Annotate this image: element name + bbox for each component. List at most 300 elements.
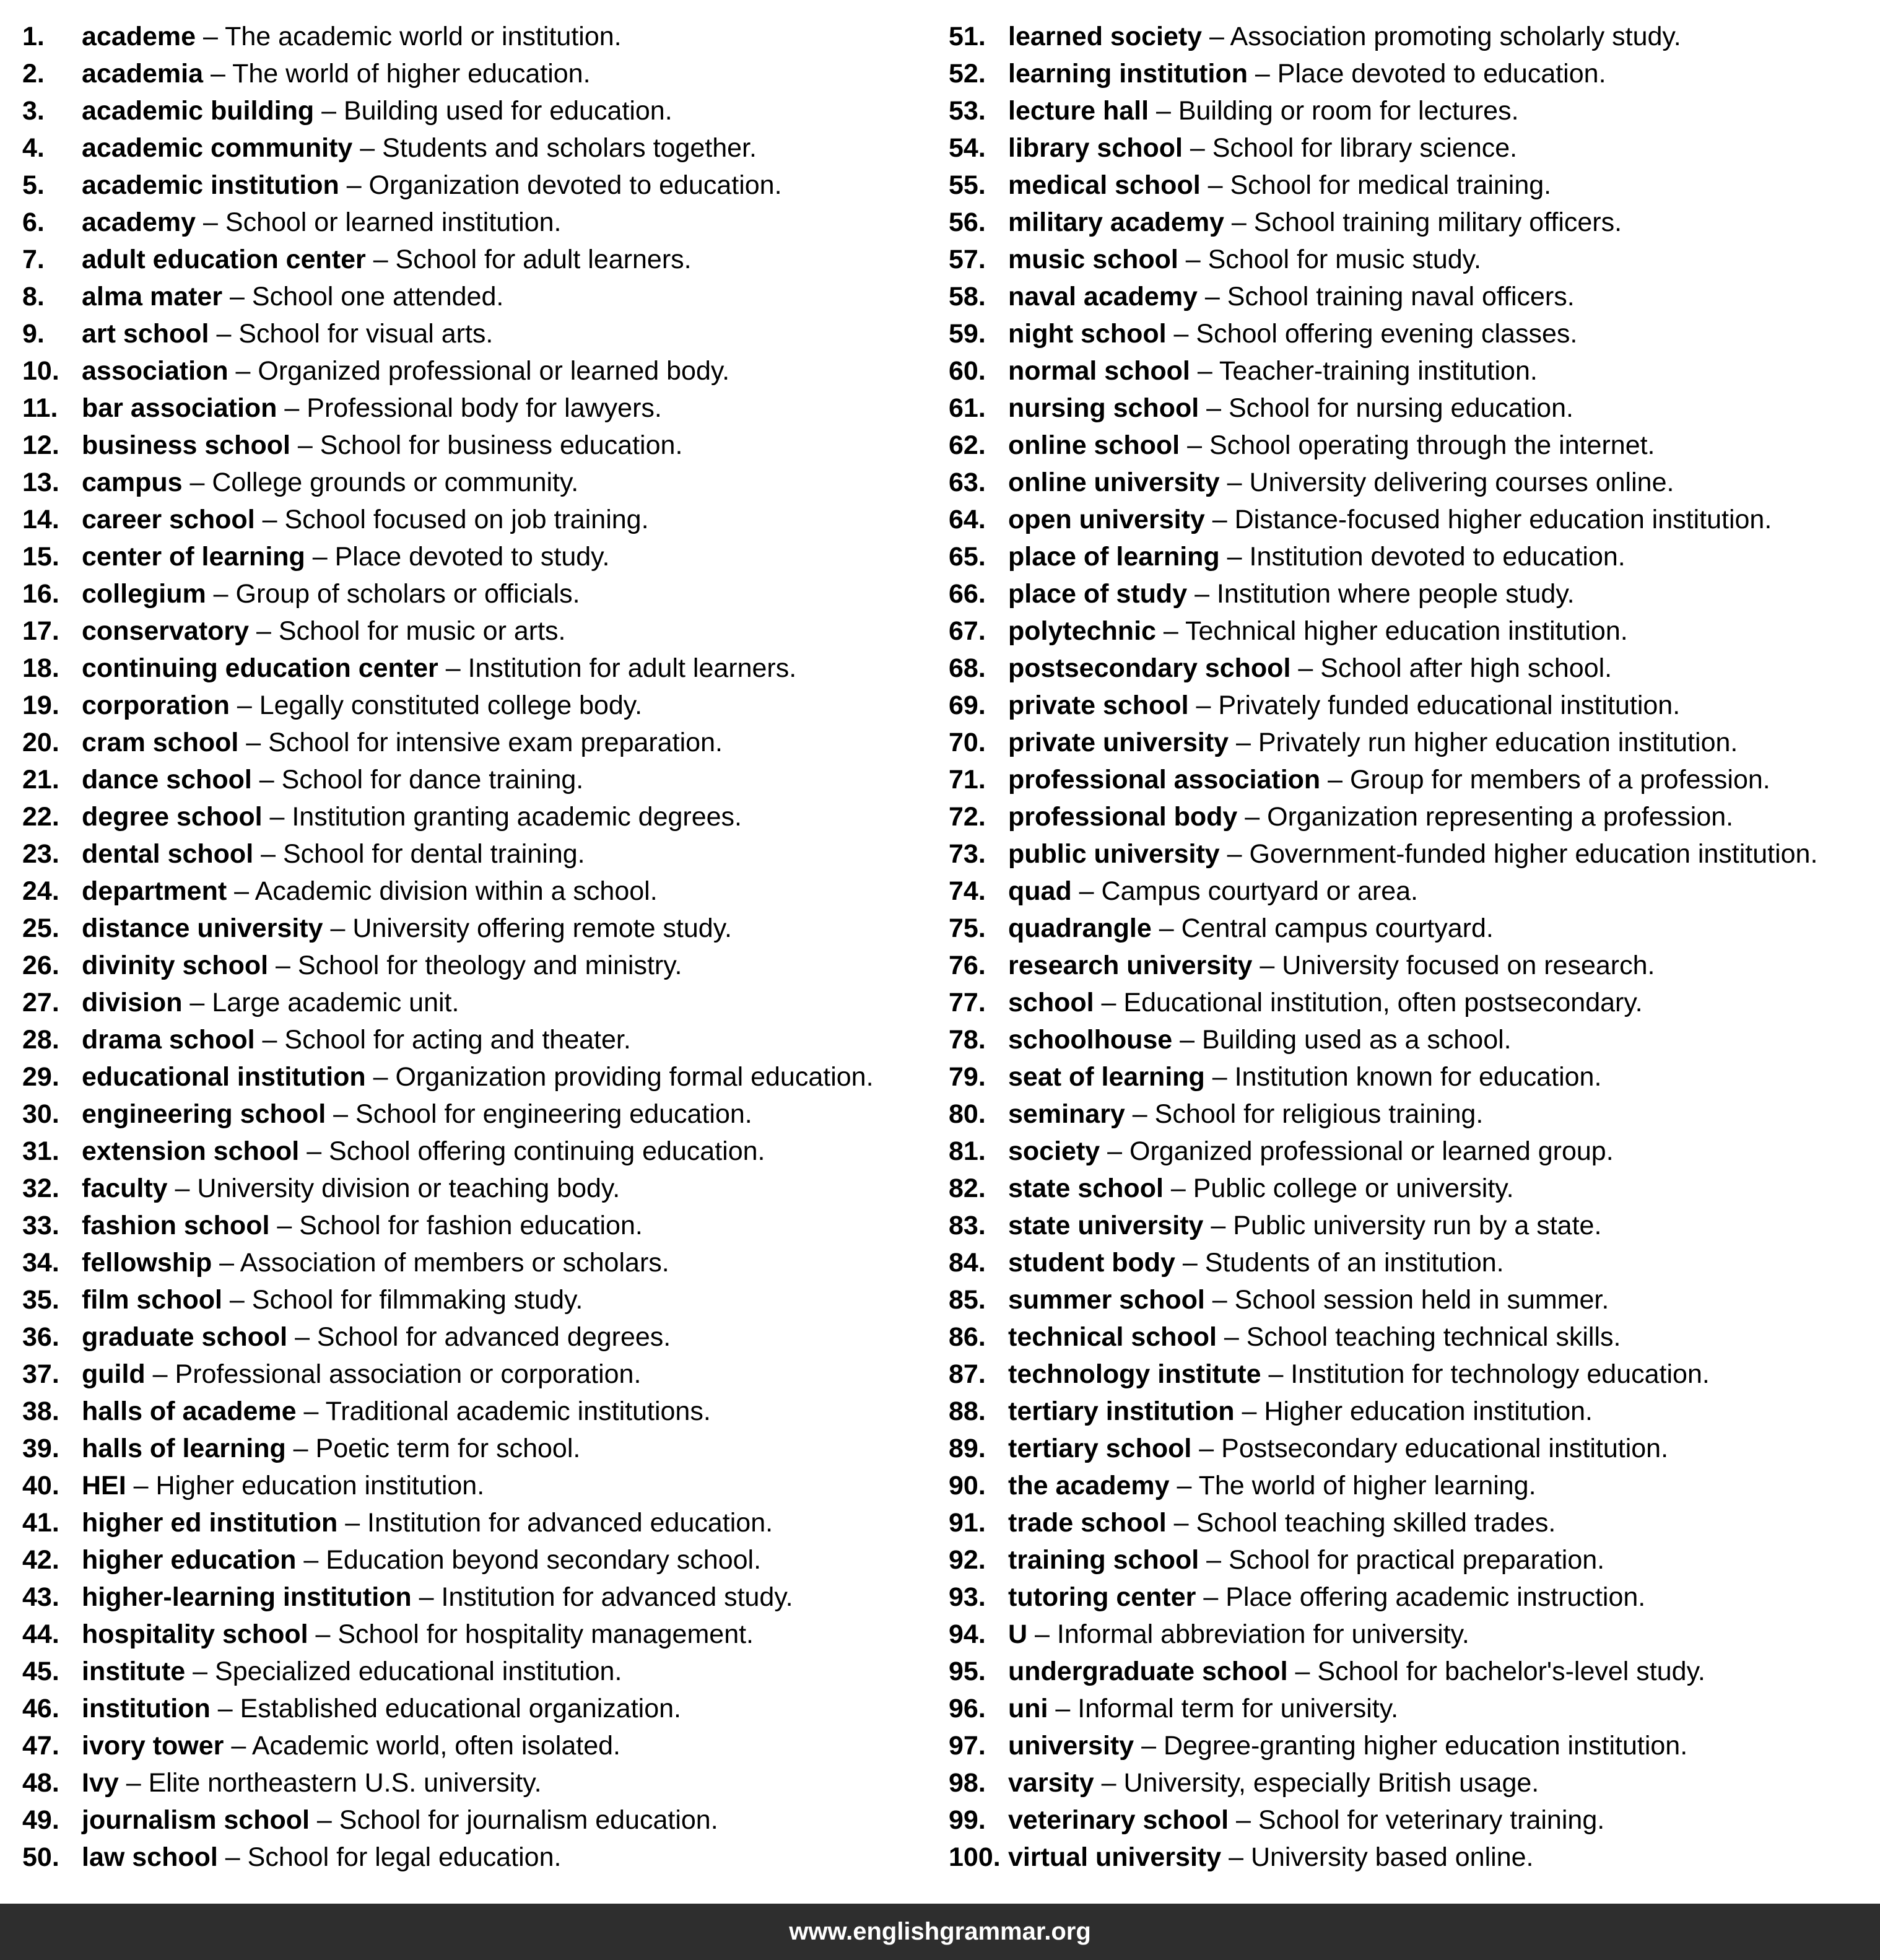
list-item (949, 55, 1871, 92)
item-text (82, 538, 609, 575)
item-definition: – School for adult learners. (365, 245, 692, 274)
item-definition: – University based online. (1221, 1842, 1534, 1872)
item-term: technical school (1008, 1322, 1217, 1352)
item-term: division (82, 988, 183, 1017)
item-definition: – The world of higher education. (203, 59, 591, 89)
item-text (82, 315, 493, 352)
list-item (949, 538, 1871, 575)
item-term: degree school (82, 802, 263, 832)
item-term: quad (1008, 876, 1072, 906)
item-text (82, 612, 565, 650)
item-number: 44. (22, 1619, 59, 1649)
item-text (1008, 1170, 1514, 1207)
list-item (949, 1170, 1871, 1207)
item-definition: – School for religious training. (1125, 1099, 1484, 1129)
item-definition: – Organized professional or learned group. (1100, 1136, 1614, 1166)
item-text (1008, 1281, 1609, 1318)
item-number: 37. (22, 1359, 59, 1389)
item-number: 17. (22, 616, 59, 646)
list-item (22, 1356, 926, 1393)
list-item (949, 1727, 1871, 1764)
item-term: guild (82, 1359, 146, 1389)
item-text (82, 1801, 718, 1839)
item-number: 54. (949, 133, 986, 163)
item-term: graduate school (82, 1322, 288, 1352)
item-number: 30. (22, 1099, 59, 1129)
item-term: academic building (82, 96, 315, 126)
item-definition: – Government-funded higher education institution. (1219, 839, 1818, 869)
item-definition: – School for bachelor's-level study. (1287, 1657, 1705, 1686)
list-item (949, 1207, 1871, 1244)
item-number: 47. (22, 1731, 59, 1761)
item-text (1008, 1690, 1398, 1727)
list-item (22, 1058, 926, 1095)
item-term: academia (82, 59, 204, 89)
item-text (1008, 1021, 1512, 1058)
item-number: 16. (22, 579, 59, 609)
item-term: undergraduate school (1008, 1657, 1288, 1686)
item-number: 46. (22, 1694, 59, 1723)
item-definition: – University offering remote study. (323, 913, 732, 943)
item-definition: – Institution for technology education. (1261, 1359, 1710, 1389)
item-text (82, 1058, 874, 1095)
item-text (1008, 910, 1494, 947)
item-number: 48. (22, 1768, 59, 1798)
list-item (22, 1467, 926, 1504)
list-item (22, 687, 926, 724)
item-text (1008, 1133, 1614, 1170)
list-item (22, 835, 926, 873)
item-number: 60. (949, 356, 986, 386)
list-item (22, 761, 926, 798)
item-text (82, 1095, 752, 1133)
item-number: 12. (22, 430, 59, 460)
item-term: HEI (82, 1471, 126, 1500)
item-text (1008, 1356, 1710, 1393)
item-number: 27. (22, 988, 59, 1017)
list-item (22, 352, 926, 390)
item-text (1008, 1653, 1705, 1690)
item-number: 80. (949, 1099, 986, 1129)
item-text (1008, 18, 1681, 55)
item-term: hospitality school (82, 1619, 308, 1649)
item-text (1008, 687, 1680, 724)
item-term: music school (1008, 245, 1178, 274)
item-definition: – Public university run by a state. (1203, 1211, 1602, 1240)
list-item (22, 1764, 926, 1801)
item-text (1008, 501, 1772, 538)
list-item (949, 390, 1871, 427)
item-definition: – School offering evening classes. (1166, 319, 1578, 349)
list-item (949, 1356, 1871, 1393)
item-definition: – Campus courtyard or area. (1071, 876, 1418, 906)
item-text (1008, 538, 1625, 575)
item-number: 96. (949, 1694, 986, 1723)
item-text (82, 1207, 643, 1244)
item-number: 99. (949, 1805, 986, 1835)
item-definition: – Privately funded educational institution. (1188, 690, 1681, 720)
item-text (82, 1504, 773, 1541)
list-item (949, 1579, 1871, 1616)
item-term: institute (82, 1657, 186, 1686)
list-item (949, 873, 1871, 910)
list-item (22, 1430, 926, 1467)
item-definition: – Higher education institution. (126, 1471, 485, 1500)
item-definition: – University, especially British usage. (1094, 1768, 1539, 1798)
item-definition: – Institution devoted to education. (1219, 542, 1625, 572)
item-term: library school (1008, 133, 1183, 163)
item-term: film school (82, 1285, 222, 1315)
item-definition: – Institution for adult learners. (438, 653, 797, 683)
item-definition: – School for practical preparation. (1199, 1545, 1605, 1575)
list-item (22, 798, 926, 835)
item-term: public university (1008, 839, 1220, 869)
item-number: 15. (22, 542, 59, 572)
item-number: 43. (22, 1582, 59, 1612)
list-item (949, 1801, 1871, 1839)
item-number: 66. (949, 579, 986, 609)
item-text (82, 761, 583, 798)
item-number: 79. (949, 1062, 986, 1092)
item-definition: – Organized professional or learned body. (228, 356, 730, 386)
item-definition: – Educational institution, often postsecondary. (1094, 988, 1643, 1017)
item-number: 93. (949, 1582, 986, 1612)
item-text (82, 18, 622, 55)
item-text (82, 204, 562, 241)
list-item (949, 1021, 1871, 1058)
item-number: 58. (949, 282, 986, 311)
item-number: 76. (949, 951, 986, 980)
item-term: higher ed institution (82, 1508, 338, 1538)
item-definition: – School session held in summer. (1204, 1285, 1609, 1315)
item-definition: – University delivering courses online. (1219, 468, 1674, 497)
item-definition: – Professional association or corporation. (145, 1359, 642, 1389)
list-item (22, 1021, 926, 1058)
list-item (949, 204, 1871, 241)
item-number: 35. (22, 1285, 59, 1315)
list-item (949, 464, 1871, 501)
item-text (1008, 1727, 1687, 1764)
item-definition: – School focused on job training. (255, 505, 649, 534)
item-number: 38. (22, 1396, 59, 1426)
item-text (82, 650, 796, 687)
item-term: alma mater (82, 282, 223, 311)
item-text (1008, 1801, 1604, 1839)
item-text (1008, 1207, 1601, 1244)
item-number: 70. (949, 728, 986, 757)
item-definition: – School or learned institution. (196, 207, 562, 237)
item-term: lecture hall (1008, 96, 1149, 126)
list-item (22, 241, 926, 278)
item-number: 11. (22, 393, 58, 423)
item-definition: – Specialized educational institution. (185, 1657, 622, 1686)
item-number: 41. (22, 1508, 59, 1538)
item-term: fashion school (82, 1211, 270, 1240)
item-term: faculty (82, 1174, 168, 1203)
list-item (949, 18, 1871, 55)
item-number: 28. (22, 1025, 59, 1055)
item-definition: – School for advanced degrees. (287, 1322, 671, 1352)
item-term: halls of academe (82, 1396, 297, 1426)
item-number: 77. (949, 988, 986, 1017)
list-item (949, 1393, 1871, 1430)
item-definition: – Postsecondary educational institution. (1191, 1434, 1669, 1463)
list-item (22, 724, 926, 761)
item-definition: – Public college or university. (1163, 1174, 1514, 1203)
item-text (82, 1244, 669, 1281)
item-term: dance school (82, 765, 252, 795)
item-number: 72. (949, 802, 986, 832)
item-text (1008, 761, 1770, 798)
item-definition: – Teacher-training institution. (1190, 356, 1538, 386)
list-item (22, 873, 926, 910)
item-definition: – Group of scholars or officials. (206, 579, 580, 609)
item-definition: – School for nursing education. (1199, 393, 1573, 423)
item-number: 23. (22, 839, 59, 869)
item-number: 26. (22, 951, 59, 980)
item-number: 1. (22, 22, 45, 51)
item-number: 50. (22, 1842, 59, 1872)
list-item (22, 92, 926, 129)
item-text (1008, 315, 1577, 352)
item-term: military academy (1008, 207, 1224, 237)
item-text (1008, 352, 1538, 390)
item-number: 24. (22, 876, 59, 906)
list-item (949, 1244, 1871, 1281)
item-term: association (82, 356, 228, 386)
item-definition: – Professional body for lawyers. (277, 393, 662, 423)
list-item (22, 1244, 926, 1281)
item-number: 52. (949, 59, 986, 89)
item-number: 75. (949, 913, 986, 943)
item-term: fellowship (82, 1248, 212, 1278)
item-number: 5. (22, 170, 45, 200)
item-term: corporation (82, 690, 230, 720)
item-definition: – School for fashion education. (269, 1211, 643, 1240)
list-item (22, 1616, 926, 1653)
item-definition: – School for library science. (1182, 133, 1518, 163)
item-number: 63. (949, 468, 986, 497)
list-item (949, 1653, 1871, 1690)
list-item (949, 1095, 1871, 1133)
list-item (22, 55, 926, 92)
item-term: U (1008, 1619, 1028, 1649)
item-text (1008, 1839, 1533, 1876)
item-number: 78. (949, 1025, 986, 1055)
item-term: private university (1008, 728, 1229, 757)
item-number: 87. (949, 1359, 986, 1389)
item-text (1008, 390, 1573, 427)
item-term: professional association (1008, 765, 1321, 795)
item-term: place of study (1008, 579, 1188, 609)
list-item (949, 129, 1871, 167)
item-term: academy (82, 207, 196, 237)
item-number: 49. (22, 1805, 59, 1835)
item-term: engineering school (82, 1099, 326, 1129)
item-definition: – School for theology and ministry. (268, 951, 682, 980)
item-term: educational institution (82, 1062, 366, 1092)
item-definition: – Informal term for university. (1048, 1694, 1399, 1723)
item-text (1008, 947, 1655, 984)
word-list-left-column (22, 18, 926, 1876)
item-term: normal school (1008, 356, 1190, 386)
item-number: 21. (22, 765, 59, 795)
item-number: 55. (949, 170, 986, 200)
item-number: 25. (22, 913, 59, 943)
item-term: academe (82, 22, 196, 51)
item-text (82, 724, 723, 761)
item-term: training school (1008, 1545, 1199, 1575)
list-item (949, 724, 1871, 761)
item-number: 29. (22, 1062, 59, 1092)
item-definition: – Distance-focused higher education institution. (1204, 505, 1772, 534)
item-text (82, 1690, 681, 1727)
item-text (82, 873, 658, 910)
list-item (22, 315, 926, 352)
item-definition: – Organization providing formal education. (365, 1062, 874, 1092)
list-item (949, 1504, 1871, 1541)
item-term: state university (1008, 1211, 1204, 1240)
item-term: divinity school (82, 951, 269, 980)
item-text (82, 1281, 583, 1318)
item-definition: – School one attended. (222, 282, 504, 311)
item-number: 82. (949, 1174, 986, 1203)
item-text (82, 687, 642, 724)
item-definition: – Building used as a school. (1172, 1025, 1512, 1055)
item-number: 89. (949, 1434, 986, 1463)
item-text (1008, 1467, 1536, 1504)
item-term: adult education center (82, 245, 366, 274)
item-text (82, 1318, 671, 1356)
item-definition: – School for music study. (1178, 245, 1481, 274)
item-number: 86. (949, 1322, 986, 1352)
list-item (22, 129, 926, 167)
list-item (949, 947, 1871, 984)
item-term: academic institution (82, 170, 339, 200)
item-text (82, 1579, 793, 1616)
item-number: 57. (949, 245, 986, 274)
item-definition: – Students of an institution. (1175, 1248, 1504, 1278)
item-number: 64. (949, 505, 986, 534)
item-text (1008, 1244, 1504, 1281)
item-text (82, 1393, 711, 1430)
item-definition: – School for veterinary training. (1229, 1805, 1605, 1835)
list-item (22, 18, 926, 55)
list-item (949, 1467, 1871, 1504)
list-item (949, 1058, 1871, 1095)
list-item (949, 278, 1871, 315)
item-number: 42. (22, 1545, 59, 1575)
list-item (949, 798, 1871, 835)
item-text (82, 167, 782, 204)
item-term: seat of learning (1008, 1062, 1205, 1092)
footer-website-link[interactable]: www.englishgrammar.org (789, 1918, 1091, 1945)
item-term: tutoring center (1008, 1582, 1196, 1612)
item-text (82, 1170, 620, 1207)
item-number: 90. (949, 1471, 986, 1500)
item-definition: – University focused on research. (1252, 951, 1655, 980)
item-text (1008, 129, 1517, 167)
item-text (82, 1430, 580, 1467)
list-item (949, 1764, 1871, 1801)
item-term: drama school (82, 1025, 255, 1055)
item-number: 18. (22, 653, 59, 683)
item-definition: – School training military officers. (1224, 207, 1622, 237)
item-text (82, 278, 503, 315)
item-definition: – Association promoting scholarly study. (1202, 22, 1681, 51)
item-definition: – Privately run higher education institution. (1229, 728, 1738, 757)
item-definition: – Central campus courtyard. (1151, 913, 1494, 943)
list-item (22, 1579, 926, 1616)
item-definition: – School teaching technical skills. (1216, 1322, 1621, 1352)
item-number: 39. (22, 1434, 59, 1463)
item-definition: – School for music or arts. (249, 616, 566, 646)
item-term: collegium (82, 579, 206, 609)
item-number: 19. (22, 690, 59, 720)
list-item (949, 501, 1871, 538)
item-number: 88. (949, 1396, 986, 1426)
item-number: 45. (22, 1657, 59, 1686)
item-text (82, 1727, 620, 1764)
item-definition: – Informal abbreviation for university. (1027, 1619, 1469, 1649)
item-term: naval academy (1008, 282, 1198, 311)
item-number: 10. (22, 356, 59, 386)
item-number: 100. (949, 1842, 1001, 1872)
list-item (949, 315, 1871, 352)
item-term: higher-learning institution (82, 1582, 412, 1612)
item-term: distance university (82, 913, 323, 943)
item-definition: – Organization representing a profession. (1237, 802, 1734, 832)
item-definition: – School for dance training. (251, 765, 584, 795)
item-definition: – Legally constituted college body. (229, 690, 643, 720)
item-text (1008, 835, 1817, 873)
item-term: virtual university (1008, 1842, 1222, 1872)
item-term: uni (1008, 1694, 1048, 1723)
item-term: ivory tower (82, 1731, 224, 1761)
item-definition: – School for journalism education. (309, 1805, 718, 1835)
item-text (1008, 167, 1551, 204)
item-number: 34. (22, 1248, 59, 1278)
item-term: professional body (1008, 802, 1238, 832)
footer-bar (0, 1904, 1880, 1960)
list-item (949, 352, 1871, 390)
item-number: 9. (22, 319, 45, 349)
item-term: art school (82, 319, 209, 349)
item-term: research university (1008, 951, 1253, 980)
item-definition: – School teaching skilled trades. (1166, 1508, 1556, 1538)
list-item (22, 1653, 926, 1690)
item-number: 13. (22, 468, 59, 497)
list-item (22, 575, 926, 612)
item-definition: – School for hospitality management. (308, 1619, 754, 1649)
item-text (82, 1653, 622, 1690)
list-item (949, 1133, 1871, 1170)
item-text (82, 798, 742, 835)
list-item (22, 650, 926, 687)
item-text (82, 984, 459, 1021)
item-term: quadrangle (1008, 913, 1152, 943)
item-definition: – Association of members or scholars. (212, 1248, 669, 1278)
item-number: 73. (949, 839, 986, 869)
item-number: 20. (22, 728, 59, 757)
item-number: 32. (22, 1174, 59, 1203)
item-text (82, 1356, 641, 1393)
item-text (1008, 1579, 1645, 1616)
list-item (949, 241, 1871, 278)
list-item (949, 1690, 1871, 1727)
item-number: 3. (22, 96, 45, 126)
item-number: 84. (949, 1248, 986, 1278)
